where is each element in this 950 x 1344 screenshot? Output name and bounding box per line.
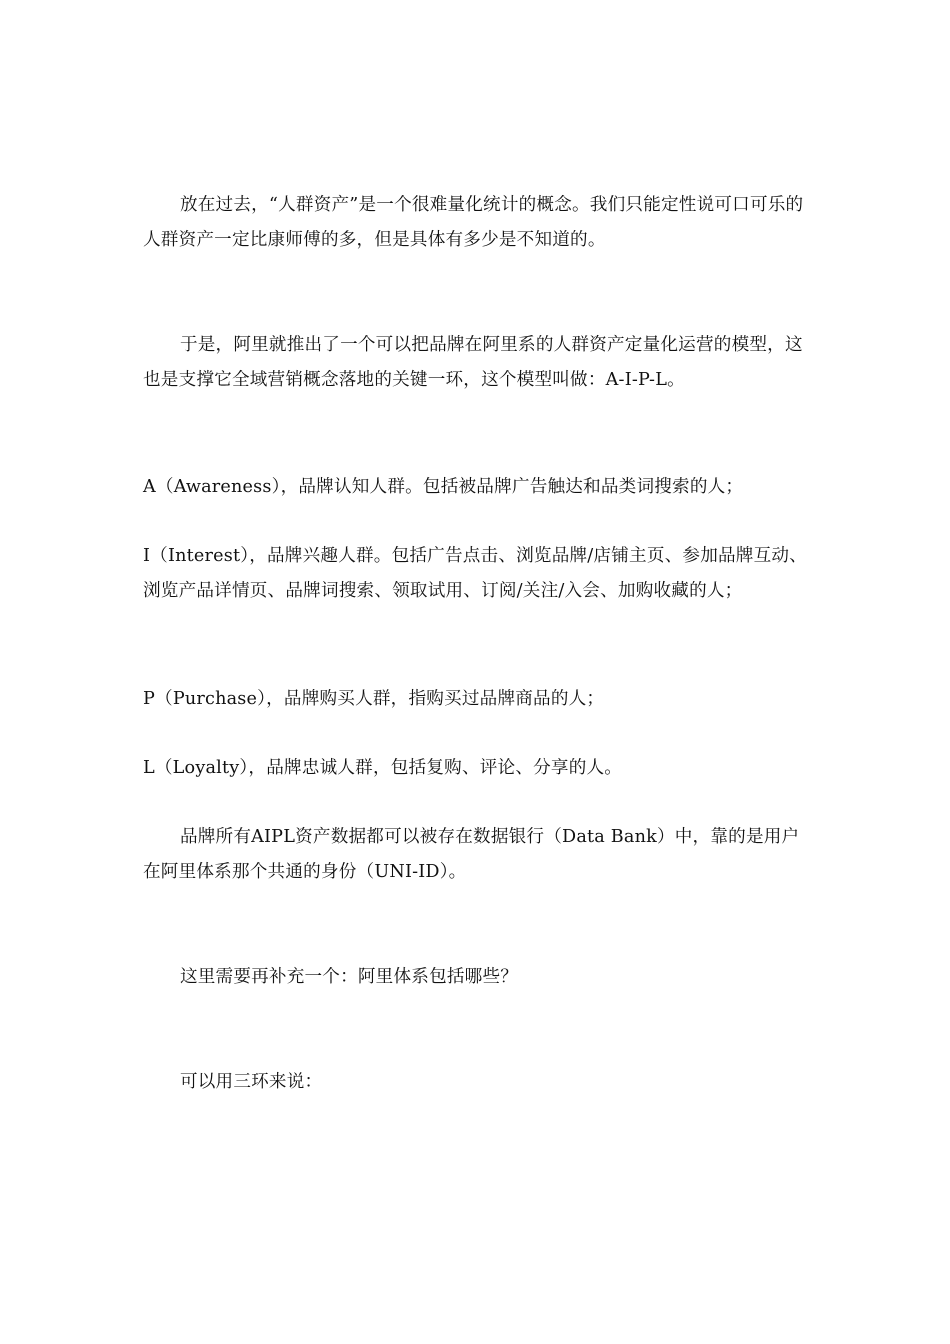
paragraph-interest: I（Interest），品牌兴趣人群。包括广告点击、浏览品牌/店铺主页、参加品牌互动、浏览产品详情页、品牌词搜索、领取试用、订阅/关注/入会、加购收藏的人； <box>143 546 807 601</box>
paragraph-loyalty: L（Loyalty），品牌忠诚人群，包括复购、评论、分享的人。 <box>143 758 623 778</box>
paragraph-awareness: A（Awareness），品牌认知人群。包括被品牌广告触达和品类词搜索的人； <box>143 477 744 497</box>
paragraph-three-rings: 可以用三环来说： <box>179 1072 323 1092</box>
paragraph-aipl-model-intro: 于是，阿里就推出了一个可以把品牌在阿里系的人群资产定量化运营的模型，这也是支撑它全域营销概念落地的关键一环，这个模型叫做：A-I-P-L。 <box>143 335 803 390</box>
paragraph-purchase: P（Purchase），品牌购买人群，指购买过品牌商品的人； <box>143 689 605 709</box>
paragraph-past-crowd-assets: 放在过去，“人群资产”是一个很难量化统计的概念。我们只能定性说可口可乐的人群资产一定比康师傅的多，但是具体有多少是不知道的。 <box>143 195 804 250</box>
paragraph-ali-system-question: 这里需要再补充一个：阿里体系包括哪些？ <box>179 967 519 987</box>
paragraph-data-bank: 品牌所有AIPL资产数据都可以被存在数据银行（Data Bank）中，靠的是用户在阿里体系那个共通的身份（UNI-ID）。 <box>143 827 800 882</box>
